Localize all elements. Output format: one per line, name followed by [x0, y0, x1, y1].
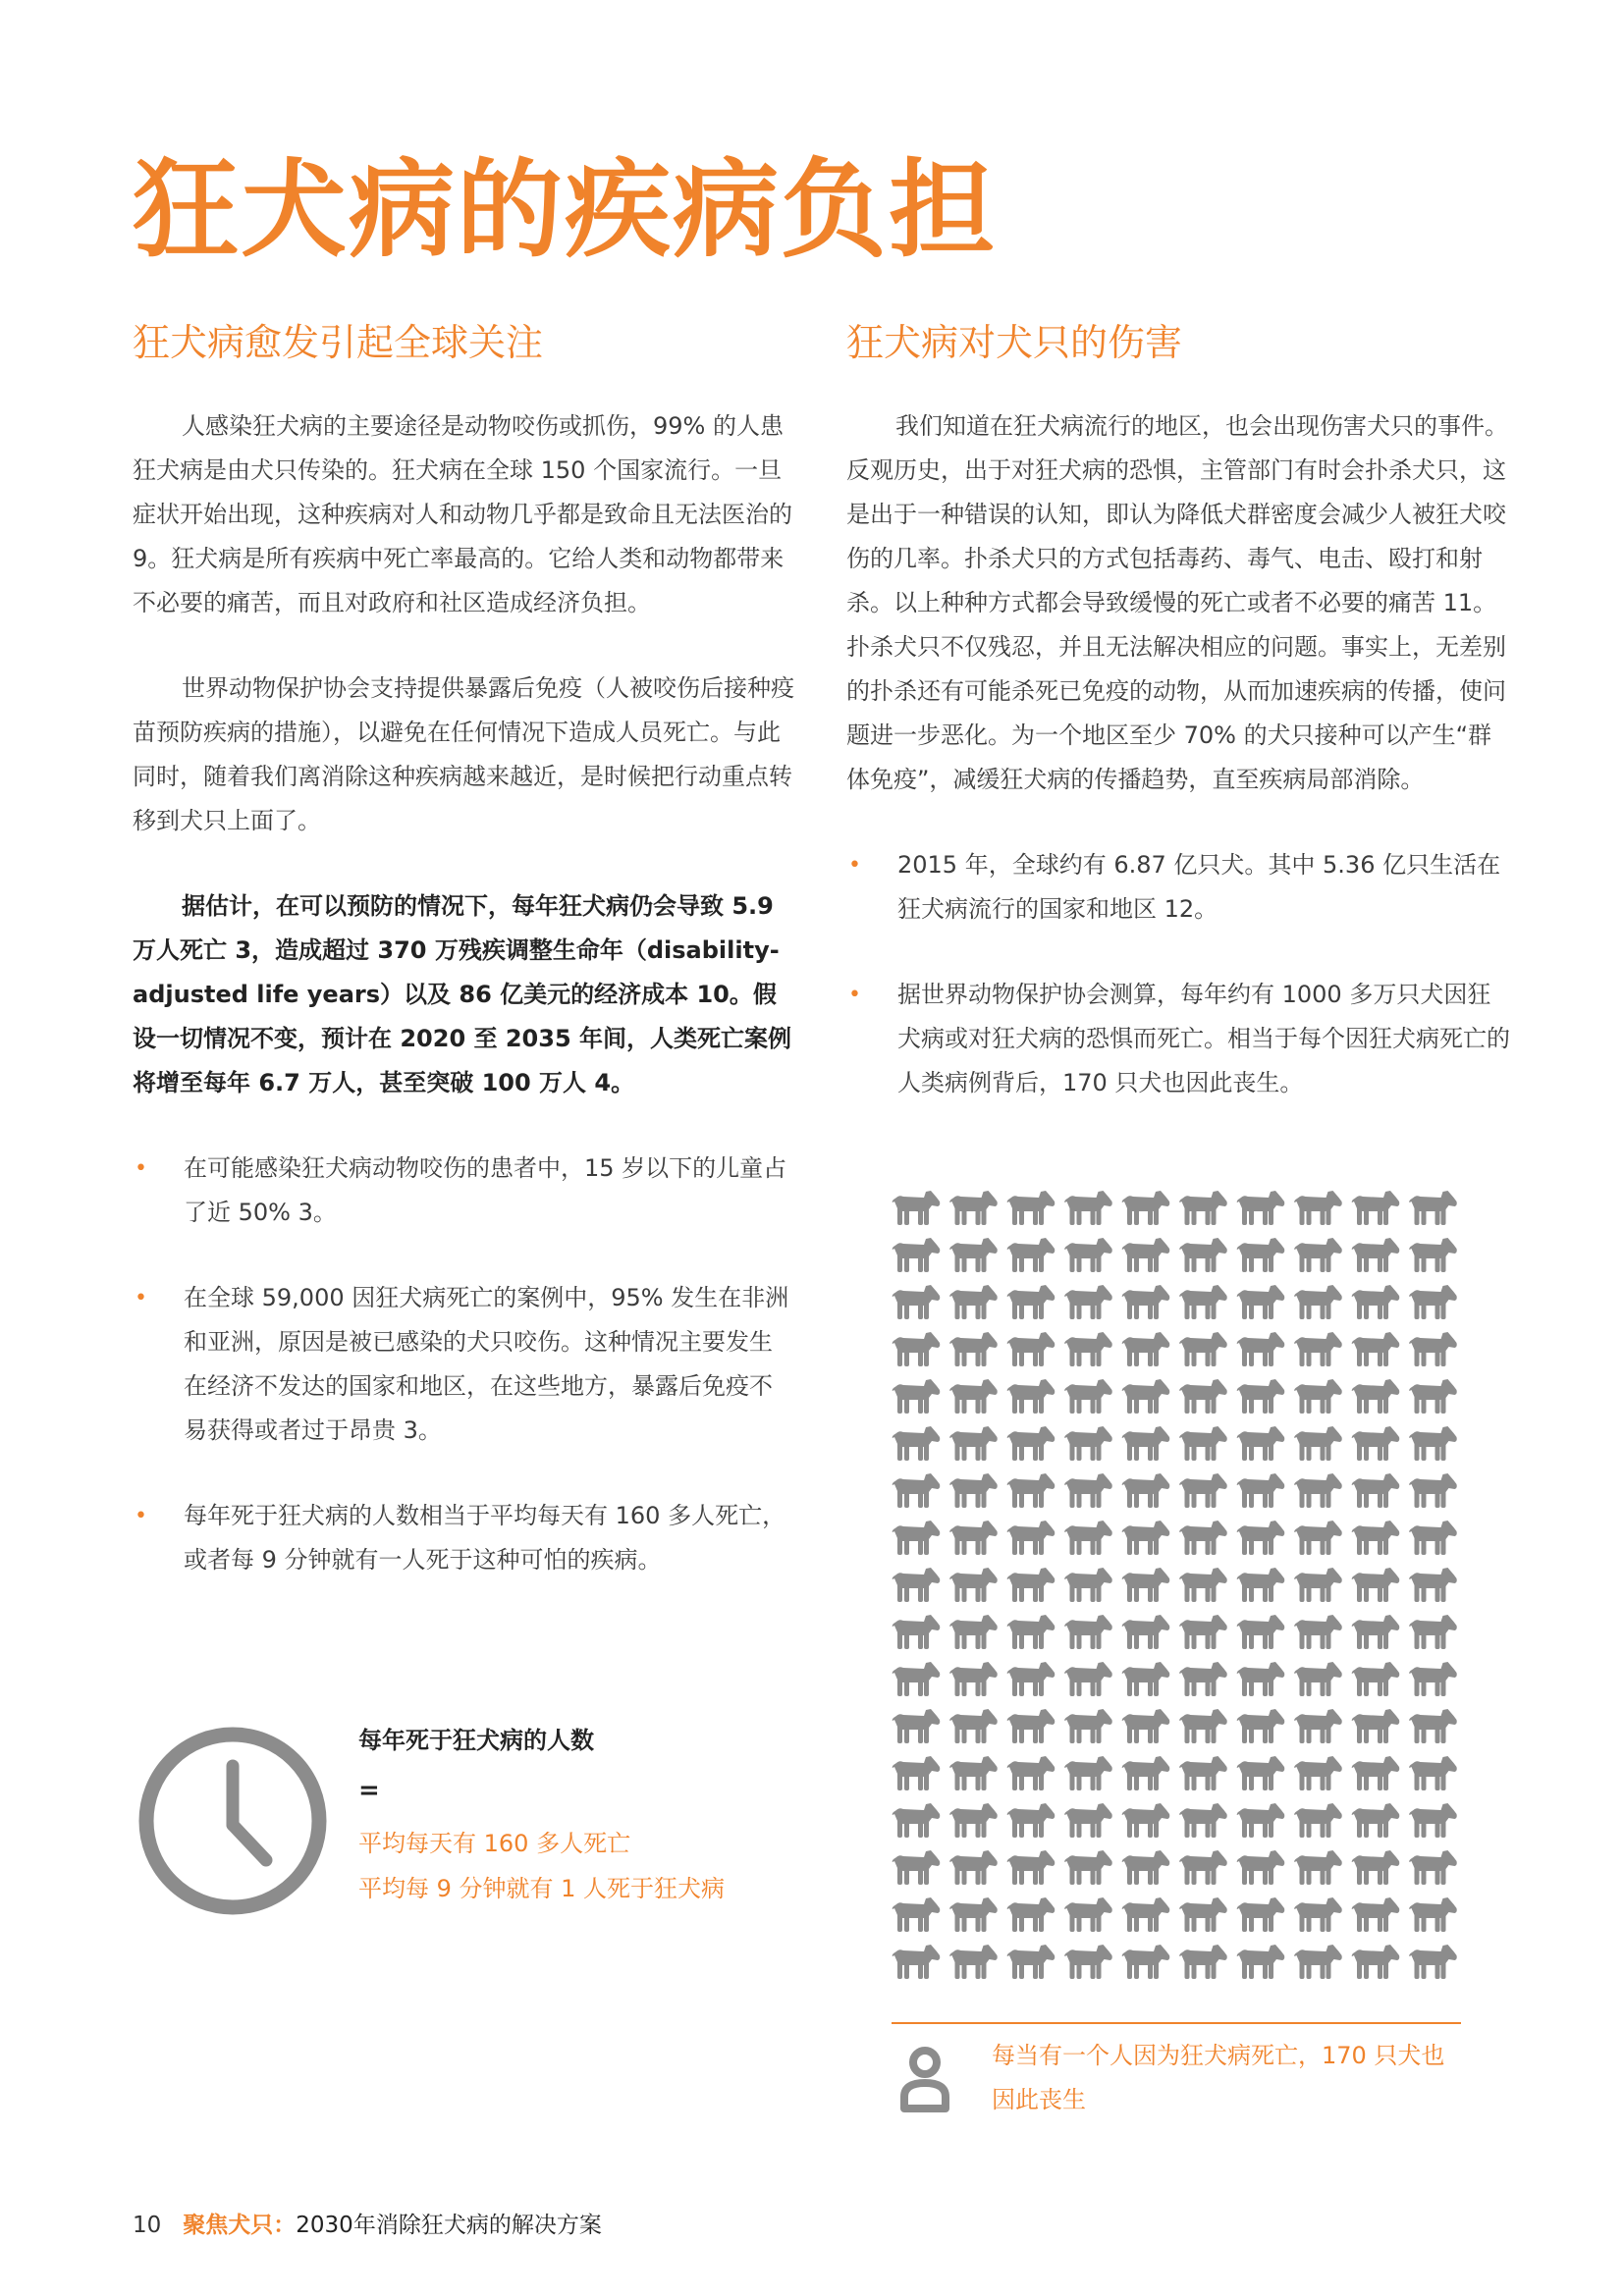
dog-icon: [1122, 1332, 1170, 1366]
dog-icon-grid: [892, 1190, 1471, 2004]
dog-icon: [1179, 1709, 1227, 1743]
page-footer: [133, 2210, 602, 2241]
dog-icon: [1237, 1897, 1285, 1932]
dog-icon: [949, 1662, 998, 1696]
dog-icon: [1237, 1238, 1285, 1272]
dog-icon: [893, 1850, 941, 1885]
dog-icon: [1122, 1662, 1170, 1696]
dog-icon: [1409, 1473, 1457, 1508]
dog-icon: [1064, 1897, 1112, 1932]
dog-icon: [1409, 1568, 1457, 1602]
dog-icon: [1064, 1379, 1112, 1414]
deaths-per-year-title: 每年死于狂犬病的人数: [358, 1727, 594, 1754]
dog-icon: [1409, 1379, 1457, 1414]
dog-icon: [1179, 1568, 1227, 1602]
dog-icon: [893, 1803, 941, 1838]
dog-icon: [1179, 1803, 1227, 1838]
dog-icon: [1237, 1285, 1285, 1319]
dog-icon: [1352, 1521, 1400, 1555]
dog-icon: [1352, 1379, 1400, 1414]
dog-icon: [893, 1662, 941, 1696]
dog-icon: [949, 1897, 998, 1932]
dog-icon: [949, 1379, 998, 1414]
dog-icon: [949, 1850, 998, 1885]
dog-icon: [949, 1426, 998, 1461]
dog-icon: [893, 1897, 941, 1932]
dog-icon: [893, 1709, 941, 1743]
dog-icon: [1294, 1945, 1342, 1979]
dog-icon: [893, 1521, 941, 1555]
dog-icon: [1352, 1803, 1400, 1838]
dog-icon: [1179, 1332, 1227, 1366]
dog-icon: [1122, 1379, 1170, 1414]
dog-icon: [1007, 1379, 1056, 1414]
right-heading: 狂犬病对犬只的伤害: [846, 321, 1183, 364]
dog-icon: [1352, 1756, 1400, 1790]
dog-icon: [1179, 1662, 1227, 1696]
dog-icon: [1007, 1615, 1056, 1649]
dog-icon: [1352, 1473, 1400, 1508]
dog-icon: [1007, 1285, 1056, 1319]
dog-icon: [1409, 1945, 1457, 1979]
dog-icon: [1179, 1379, 1227, 1414]
dog-icon: [1237, 1473, 1285, 1508]
dog-icon: [1007, 1756, 1056, 1790]
dog-icon: [1064, 1803, 1112, 1838]
dog-icon: [1122, 1897, 1170, 1932]
dog-icon: [1064, 1426, 1112, 1461]
dog-icon: [1294, 1379, 1342, 1414]
dog-icon: [1007, 1662, 1056, 1696]
bullet-dog-population: • 2015 年，全球约有 6.87 亿只犬。其中 5.36 亿只生活在狂犬病流行的国家和地区 12。: [846, 843, 1514, 932]
dog-icon: [949, 1615, 998, 1649]
dog-icon: [1064, 1568, 1112, 1602]
estimate-paragraph: 据估计，在可以预防的情况下，每年狂犬病仍会导致 5.9 万人死亡 3，造成超过 370 万残疾调整生命年（disability-adjusted life years）以及 86 亿美元的经济成本 10。假设一切情况不变，预计在 2020 至 2035 年间，人类死亡案例将增至每年 6.7 万人，甚至突破 100 万人 4。: [133, 892, 792, 1097]
dog-icon: [1409, 1615, 1457, 1649]
dog-icon: [1409, 1709, 1457, 1743]
dog-ratio-caption: 每当有一个人因为狂犬病死亡，170 只犬也因此丧生: [992, 2042, 1445, 2113]
deaths-per-year-box: [133, 1713, 800, 1949]
dog-icon: [893, 1379, 941, 1414]
dog-icon: [1294, 1473, 1342, 1508]
dog-icon: [949, 1473, 998, 1508]
dog-icon: [1237, 1568, 1285, 1602]
dog-icon: [1064, 1332, 1112, 1366]
dog-icon: [1064, 1521, 1112, 1555]
bullet-africa-asia: • 在全球 59,000 因狂犬病死亡的案例中，95% 发生在非洲和亚洲，原因是被已感染的犬只咬伤。这种情况主要发生在经济不发达的国家和地区，在这些地方，暴露后免疫不易获得或者过于昂贵 3。: [133, 1276, 795, 1453]
dog-icon: [1409, 1426, 1457, 1461]
dog-icon: [1122, 1850, 1170, 1885]
dog-icon: [1294, 1568, 1342, 1602]
bullet-daily-deaths: • 每年死于狂犬病的人数相当于平均每天有 160 多人死亡，或者每 9 分钟就有一人死于这种可怕的疾病。: [133, 1494, 795, 1582]
dog-icon: [1409, 1850, 1457, 1885]
dog-icon: [1064, 1285, 1112, 1319]
dog-icon: [1352, 1426, 1400, 1461]
dog-icon: [1352, 1191, 1400, 1225]
dog-icon: [1064, 1709, 1112, 1743]
deaths-per-day-line: 平均每天有 160 多人死亡: [358, 1830, 631, 1857]
left-heading: 狂犬病愈发引起全球关注: [133, 321, 544, 364]
dog-icon: [893, 1285, 941, 1319]
dog-icon: [1409, 1521, 1457, 1555]
dog-icon: [1352, 1897, 1400, 1932]
dog-icon: [1007, 1709, 1056, 1743]
culling-paragraph: 我们知道在狂犬病流行的地区，也会出现伤害犬只的事件。反观历史，出于对狂犬病的恐惧，主管部门有时会扑杀犬只，这是出于一种错误的认知，即认为降低犬群密度会减少人被狂犬咬伤的几率。扑杀犬只的方式包括毒药、毒气、电击、殴打和射杀。以上种种方式都会导致缓慢的死亡或者不必要的痛苦 11。扑杀犬只不仅残忍，并且无法解决相应的问题。事实上，无差别的扑杀还有可能杀死已免疫的动物，从而加速疾病的传播，使问题进一步恶化。为一个地区至少 70% 的犬只接种可以产生“群体免疫”，减缓狂犬病的传播趋势，直至疾病局部消除。: [846, 412, 1508, 794]
dog-icon: [1064, 1473, 1112, 1508]
dog-icon: [1179, 1238, 1227, 1272]
dog-icon: [1352, 1332, 1400, 1366]
dog-icon: [1007, 1521, 1056, 1555]
dog-icon: [1179, 1850, 1227, 1885]
dog-icon: [1007, 1426, 1056, 1461]
support-paragraph: 世界动物保护协会支持提供暴露后免疫（人被咬伤后接种疫苗预防疾病的措施），以避免在任何情况下造成人员死亡。与此同时，随着我们离消除这种疾病越来越近，是时候把行动重点转移到犬只上面了。: [133, 674, 794, 835]
dog-icon: [1122, 1191, 1170, 1225]
dog-icon: [1179, 1285, 1227, 1319]
dog-icon: [1294, 1756, 1342, 1790]
deaths-per-9-minutes-line: 平均每 9 分钟就有 1 人死于狂犬病: [358, 1875, 726, 1902]
footer-separator: ：: [273, 2213, 297, 2238]
dog-icon: [1007, 1897, 1056, 1932]
dog-icon: [1294, 1191, 1342, 1225]
dog-icon: [1294, 1426, 1342, 1461]
dog-icon: [1122, 1615, 1170, 1649]
dog-icon: [1064, 1191, 1112, 1225]
dog-icon: [1237, 1709, 1285, 1743]
dog-icon: [1179, 1191, 1227, 1225]
dog-icon: [1007, 1238, 1056, 1272]
dog-icon: [1122, 1803, 1170, 1838]
dog-icon: [1294, 1332, 1342, 1366]
dog-icon: [1409, 1803, 1457, 1838]
dog-icon: [893, 1568, 941, 1602]
dog-icon: [1409, 1662, 1457, 1696]
dog-icon: [893, 1615, 941, 1649]
dog-icon: [1179, 1945, 1227, 1979]
dog-icon: [1352, 1285, 1400, 1319]
person-icon: [898, 2046, 952, 2114]
dog-icon: [1122, 1945, 1170, 1979]
right-column: [846, 319, 1514, 1147]
left-bullet-list: [133, 1147, 795, 1582]
dog-icon: [1237, 1850, 1285, 1885]
dog-icon: [1237, 1521, 1285, 1555]
dog-icon: [893, 1473, 941, 1508]
dog-icon: [1352, 1850, 1400, 1885]
dog-icon: [1352, 1568, 1400, 1602]
dog-icon: [949, 1568, 998, 1602]
dog-icon: [949, 1238, 998, 1272]
dog-icon: [1179, 1897, 1227, 1932]
dog-icon: [1007, 1850, 1056, 1885]
dog-icon: [1409, 1332, 1457, 1366]
footer-subtitle: 2030年消除狂犬病的解决方案: [296, 2213, 602, 2238]
dog-icon: [1122, 1521, 1170, 1555]
dog-icon: [1237, 1379, 1285, 1414]
dog-icon: [1352, 1709, 1400, 1743]
dog-icon: [1179, 1473, 1227, 1508]
dog-icon: [1179, 1426, 1227, 1461]
dog-icon: [893, 1945, 941, 1979]
deaths-per-year-text: [358, 1721, 800, 1911]
dog-icon: [893, 1238, 941, 1272]
dog-icon: [893, 1332, 941, 1366]
dog-icon: [893, 1191, 941, 1225]
dog-icon: [1409, 1897, 1457, 1932]
dog-icon: [1064, 1615, 1112, 1649]
equals-sign: =: [358, 1776, 380, 1805]
dog-icon: [1064, 1945, 1112, 1979]
dog-icon: [1122, 1473, 1170, 1508]
dog-icon: [1352, 1662, 1400, 1696]
dog-icon: [1352, 1945, 1400, 1979]
left-column: [133, 319, 795, 1624]
dog-icon: [1007, 1191, 1056, 1225]
dog-icon: [1122, 1426, 1170, 1461]
dog-icon: [1237, 1945, 1285, 1979]
dog-icon: [1352, 1238, 1400, 1272]
dog-icon: [1409, 1285, 1457, 1319]
dog-icon: [1294, 1709, 1342, 1743]
dog-icon: [1294, 1850, 1342, 1885]
dog-icon: [893, 1756, 941, 1790]
dog-icon: [1007, 1945, 1056, 1979]
dog-icon: [949, 1521, 998, 1555]
dog-icon: [1294, 1238, 1342, 1272]
dog-icon: [949, 1191, 998, 1225]
dog-icon: [1294, 1285, 1342, 1319]
dog-icon: [1122, 1756, 1170, 1790]
dog-icon: [1294, 1615, 1342, 1649]
bullet-dog-deaths: • 据世界动物保护协会测算，每年约有 1000 多万只犬因狂犬病或对狂犬病的恐惧而死亡。相当于每个因狂犬病死亡的人类病例背后，170 只犬也因此丧生。: [846, 973, 1514, 1105]
dog-icon: [1064, 1238, 1112, 1272]
dog-icon: [949, 1332, 998, 1366]
dog-icon: [1294, 1662, 1342, 1696]
dog-icon: [1294, 1897, 1342, 1932]
dog-icon: [1007, 1803, 1056, 1838]
right-bullet-list: [846, 843, 1514, 1105]
dog-icon: [1237, 1426, 1285, 1461]
dog-icon: [949, 1803, 998, 1838]
dog-icon: [1064, 1850, 1112, 1885]
dog-icon: [1179, 1756, 1227, 1790]
dog-icon: [1237, 1662, 1285, 1696]
dog-icon: [1122, 1709, 1170, 1743]
dog-icon: [1352, 1615, 1400, 1649]
dog-icon: [1237, 1191, 1285, 1225]
dog-icon: [1122, 1238, 1170, 1272]
dog-icon: [1122, 1285, 1170, 1319]
dog-icon: [949, 1945, 998, 1979]
footer-brand: 聚焦犬只: [183, 2213, 274, 2238]
dog-icon: [1064, 1662, 1112, 1696]
dog-icon: [1237, 1615, 1285, 1649]
dog-icon: [1122, 1568, 1170, 1602]
dog-icon: [949, 1709, 998, 1743]
dog-icon: [1409, 1756, 1457, 1790]
dog-icon: [1237, 1332, 1285, 1366]
page-number: 10: [133, 2213, 162, 2238]
dog-icon: [949, 1285, 998, 1319]
dog-icon: [1294, 1521, 1342, 1555]
page-title: 狂犬病的疾病负担: [133, 149, 998, 272]
dog-icon: [1064, 1756, 1112, 1790]
dog-icon: [1409, 1238, 1457, 1272]
dog-icon: [1409, 1191, 1457, 1225]
dog-icon: [893, 1426, 941, 1461]
caption-divider: [892, 2022, 1461, 2024]
dog-icon: [1179, 1615, 1227, 1649]
intro-paragraph: 人感染狂犬病的主要途径是动物咬伤或抓伤，99% 的人患狂犬病是由犬只传染的。狂犬病在全球 150 个国家流行。一旦症状开始出现，这种疾病对人和动物几乎都是致命且无法医治的 9。狂犬病是所有疾病中死亡率最高的。它给人类和动物都带来不必要的痛苦，而且对政府和社区造成经济负担。: [133, 412, 792, 617]
dog-icon: [1237, 1756, 1285, 1790]
dog-icon: [1007, 1473, 1056, 1508]
dog-icon: [1007, 1332, 1056, 1366]
dog-icon: [1179, 1521, 1227, 1555]
clock-icon: [133, 1721, 334, 1922]
dog-icon: [1237, 1803, 1285, 1838]
dog-icon: [1294, 1803, 1342, 1838]
dog-icon: [949, 1756, 998, 1790]
bullet-children: • 在可能感染狂犬病动物咬伤的患者中，15 岁以下的儿童占了近 50% 3。: [133, 1147, 795, 1235]
dog-icon: [1007, 1568, 1056, 1602]
